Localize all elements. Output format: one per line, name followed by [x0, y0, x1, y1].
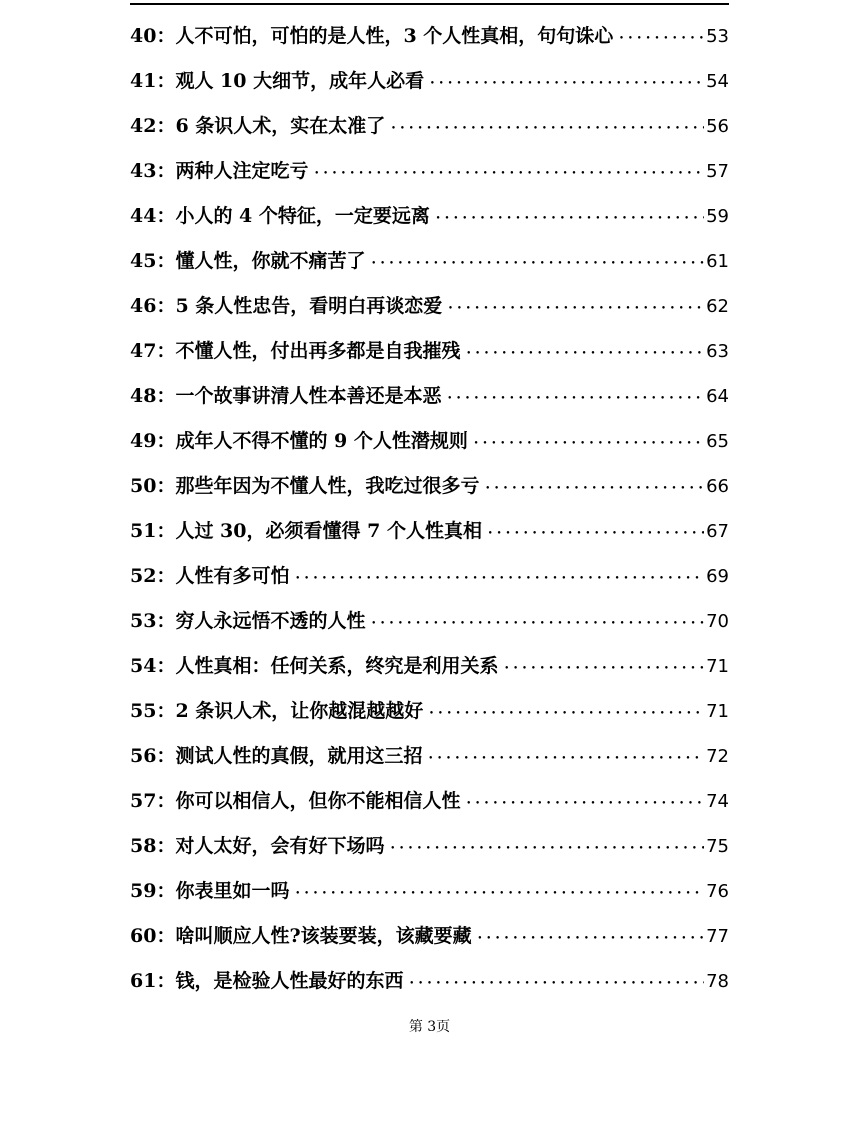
header-rule	[130, 3, 729, 5]
toc-dot-leader	[478, 914, 705, 960]
toc-entry-title: 58：对人太好，会有好下场吗	[130, 835, 385, 857]
toc-entry-page-number: 63	[706, 341, 729, 362]
toc-dot-leader	[447, 374, 704, 420]
toc-entry-title: 49：成年人不得不懂的 9 个人性潜规则	[130, 430, 468, 452]
toc-dot-leader	[390, 824, 704, 870]
page-number-footer: 第 3页	[408, 1019, 451, 1035]
toc-entry-title: 44：小人的 4 个特征，一定要远离	[130, 205, 430, 227]
toc-entry-title: 48：一个故事讲清人性本善还是本恶	[130, 385, 442, 407]
toc-entry-title: 55：2 条识人术，让你越混越越好	[130, 700, 424, 722]
toc-entry[interactable]	[130, 599, 729, 644]
toc-entry-page-number: 56	[706, 116, 729, 137]
toc-entry[interactable]	[130, 284, 729, 329]
toc-dot-leader	[485, 464, 704, 510]
table-of-contents	[130, 14, 729, 1004]
toc-dot-leader	[371, 599, 704, 645]
toc-dot-leader	[488, 509, 704, 555]
toc-entry[interactable]	[130, 824, 729, 869]
toc-entry-page-number: 72	[706, 746, 729, 767]
toc-entry-title: 53：穷人永远悟不透的人性	[130, 610, 366, 632]
toc-entry-title: 51：人过 30，必须看懂得 7 个人性真相	[130, 520, 482, 542]
toc-entry[interactable]	[130, 689, 729, 734]
toc-entry-page-number: 59	[706, 206, 729, 227]
toc-entry-title: 41：观人 10 大细节，成年人必看	[130, 70, 425, 92]
toc-entry-title: 46：5 条人性忠告，看明白再谈恋爱	[130, 295, 443, 317]
toc-entry[interactable]	[130, 419, 729, 464]
toc-dot-leader	[436, 194, 704, 240]
toc-entry[interactable]	[130, 734, 729, 779]
toc-entry-title: 54：人性真相：任何关系，终究是利用关系	[130, 655, 499, 677]
toc-entry-page-number: 66	[706, 476, 729, 497]
toc-entry[interactable]	[130, 239, 729, 284]
toc-entry-title: 59：你表里如一吗	[130, 880, 290, 902]
toc-dot-leader	[314, 149, 704, 195]
toc-entry-page-number: 74	[706, 791, 729, 812]
toc-dot-leader	[409, 959, 704, 1005]
toc-dot-leader	[466, 779, 704, 825]
toc-entry-page-number: 57	[706, 161, 729, 182]
toc-entry[interactable]	[130, 869, 729, 914]
toc-dot-leader	[619, 14, 704, 60]
toc-entry-title: 45：懂人性，你就不痛苦了	[130, 250, 366, 272]
toc-entry-page-number: 77	[706, 926, 729, 947]
toc-dot-leader	[371, 239, 704, 285]
toc-entry-page-number: 53	[706, 26, 729, 47]
toc-entry-title: 60：啥叫顺应人性?该装要装，该藏要藏	[130, 925, 472, 947]
toc-entry-page-number: 71	[706, 656, 729, 677]
toc-entry-title: 61：钱，是检验人性最好的东西	[130, 970, 404, 992]
toc-dot-leader	[466, 329, 704, 375]
toc-dot-leader	[474, 419, 704, 465]
toc-entry-page-number: 76	[706, 881, 729, 902]
toc-dot-leader	[430, 59, 704, 105]
toc-entry-title: 47：不懂人性，付出再多都是自我摧残	[130, 340, 461, 362]
toc-entry-page-number: 78	[706, 971, 729, 992]
toc-entry-page-number: 64	[706, 386, 729, 407]
toc-entry-title: 50：那些年因为不懂人性，我吃过很多亏	[130, 475, 480, 497]
toc-dot-leader	[504, 644, 704, 690]
toc-entry-page-number: 75	[706, 836, 729, 857]
toc-entry-page-number: 62	[706, 296, 729, 317]
toc-entry-title: 52：人性有多可怕	[130, 565, 290, 587]
toc-entry-page-number: 67	[706, 521, 729, 542]
toc-entry[interactable]	[130, 779, 729, 824]
toc-entry[interactable]	[130, 464, 729, 509]
toc-entry-title: 57：你可以相信人，但你不能相信人性	[130, 790, 461, 812]
toc-entry[interactable]	[130, 149, 729, 194]
toc-entry[interactable]	[130, 104, 729, 149]
toc-entry[interactable]	[130, 14, 729, 59]
toc-entry-title: 40：人不可怕，可怕的是人性，3 个人性真相，句句诛心	[130, 25, 614, 47]
toc-dot-leader	[428, 734, 704, 780]
toc-entry-page-number: 71	[706, 701, 729, 722]
toc-entry-page-number: 69	[706, 566, 729, 587]
toc-entry[interactable]	[130, 644, 729, 689]
toc-dot-leader	[295, 554, 704, 600]
toc-entry[interactable]	[130, 509, 729, 554]
toc-entry-title: 56：测试人性的真假，就用这三招	[130, 745, 423, 767]
toc-dot-leader	[295, 869, 704, 915]
toc-entry[interactable]	[130, 59, 729, 104]
toc-entry-page-number: 61	[706, 251, 729, 272]
toc-dot-leader	[391, 104, 704, 150]
toc-entry-page-number: 54	[706, 71, 729, 92]
toc-entry-page-number: 70	[706, 611, 729, 632]
toc-entry[interactable]	[130, 194, 729, 239]
toc-entry[interactable]	[130, 374, 729, 419]
toc-entry[interactable]	[130, 959, 729, 1004]
toc-entry-page-number: 65	[706, 431, 729, 452]
toc-entry[interactable]	[130, 554, 729, 599]
toc-entry[interactable]	[130, 914, 729, 959]
toc-dot-leader	[429, 689, 704, 735]
toc-dot-leader	[448, 284, 704, 330]
toc-entry-title: 42：6 条识人术，实在太准了	[130, 115, 386, 137]
toc-entry[interactable]	[130, 329, 729, 374]
toc-entry-title: 43：两种人注定吃亏	[130, 160, 309, 182]
